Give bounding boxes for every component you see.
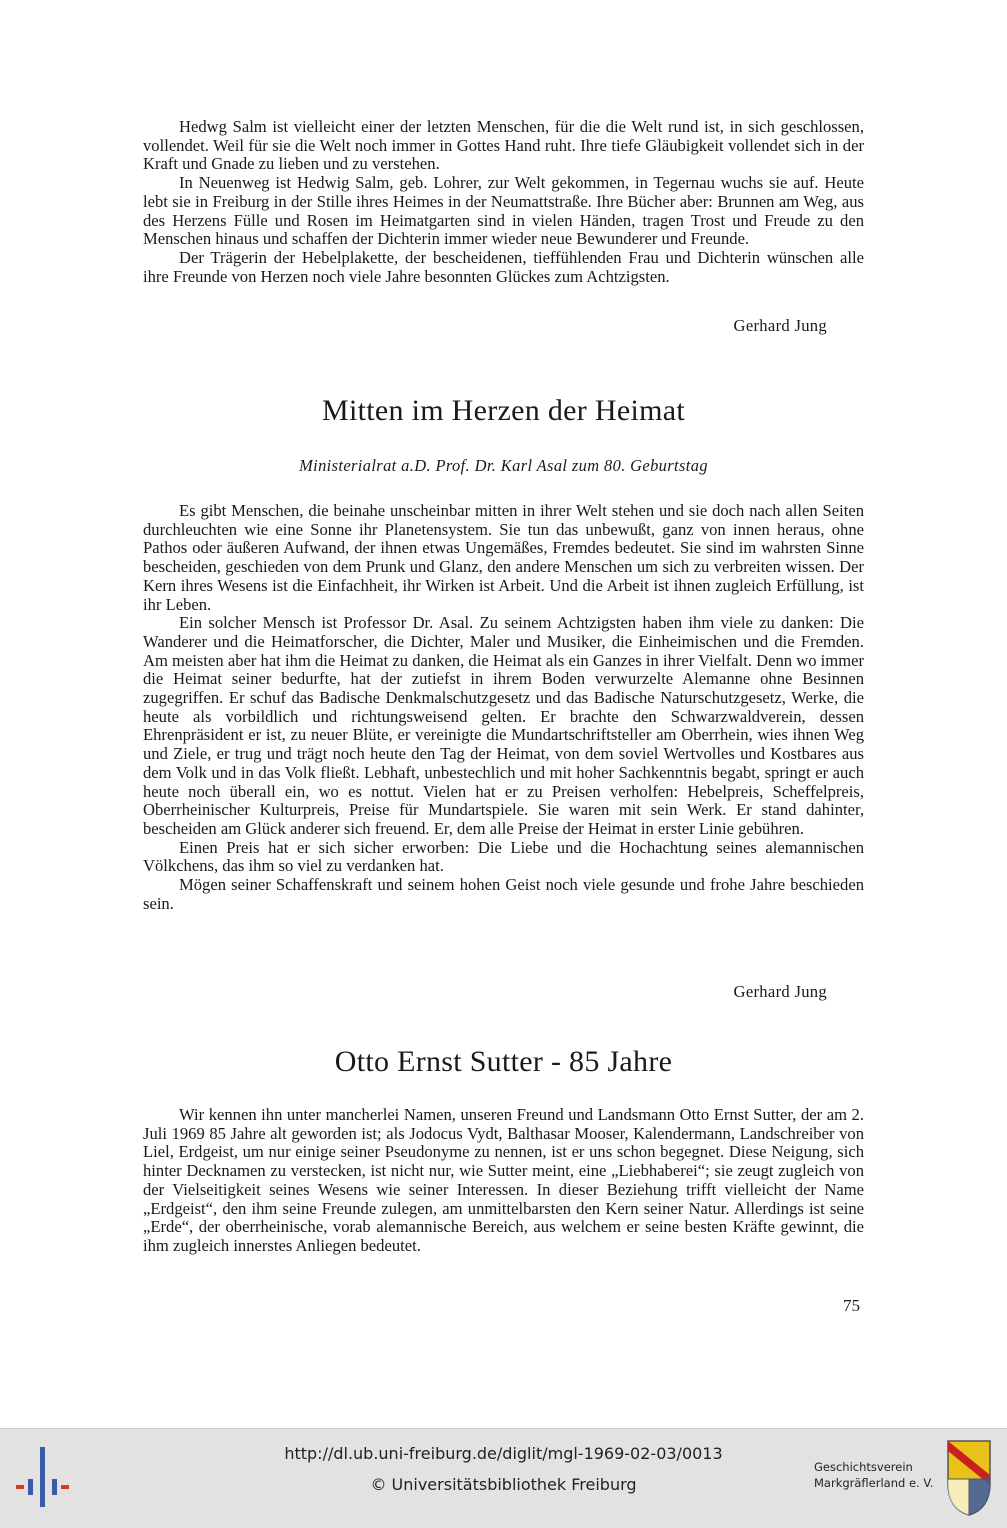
- article2-signature: Gerhard Jung: [733, 982, 827, 1001]
- org-name-line2: Markgräflerland e. V.: [814, 1476, 934, 1490]
- paragraph: Einen Preis hat er sich sicher erworben: Die Liebe und die Hochachtung seines alemannischen Völkchens, das ihm so viel zu verdanken hat.: [143, 837, 864, 876]
- page-number: 75: [843, 1296, 860, 1315]
- paragraph: Hedwg Salm ist vielleicht einer der letzten Menschen, für die die Welt rund ist, in sich geschlossen, vollendet. Weil für sie die Welt noch immer in Gottes Hand ruht. Ihre tiefe Gläubigkeit vollendet sich in der Kraft und Gnade zu lieben und zu verstehen.: [143, 117, 864, 174]
- paragraph: Mögen seiner Schaffenskraft und seinem hohen Geist noch viele gesunde und frohe Jahre beschieden sein.: [143, 875, 864, 913]
- paragraph: Es gibt Menschen, die beinahe unscheinbar mitten in ihrer Welt stehen und sie doch nach allen Seiten durchleuchten wie eine Sonne ihr Planetensystem. Sie tun das unbewußt, ganz von innen heraus, ohne Pathos oder äußeren Aufwand, der ihnen etwas Ungemäßes, Fremdes bedeutet. Sie sind im wahrsten Sinne bescheiden, geschieden von dem Prunk und Glanz, den andere Menschen um sich zu verbreiten wissen. Der Kern ihres Wesens ist die Einfachheit, ihr Wirken ist Arbeit. Und die Arbeit ist ihnen zugleich Erfüllung, ist ihr Leben.: [143, 501, 864, 614]
- article3-title: Otto Ernst Sutter - 85 Jahre: [334, 1045, 673, 1078]
- paragraph: Wir kennen ihn unter mancherlei Namen, unseren Freund und Landsmann Otto Ernst Sutter, der am 2. Juli 1969 85 Jahre alt geworden ist; als Jodocus Vydt, Balthasar Mooser, Kalendermann, Landschreiber von Liel, Erdgeist, um nur einige seiner Pseudonyme zu nennen, ist er uns schon begegnet. Diese Neigung, sich hinter Decknamen zu verstecken, ist nicht nur, wie Sutter meint, eine „Liebhaberei“; sie zeugt zugleich von der Vielseitigkeit seines Wesens wie seiner Interessen. In dieser Beziehung trifft vielleicht der Name „Erdgeist“, den ihm seine Freunde zulegen, am unmittelbarsten den Kern seiner Natur. Allerdings ist seine „Erde“, der oberrheinische, vorab alemannische Bereich, aus welchem er seine besten Kräfte gewinnt, die ihm zugleich innerstes Anliegen bedeutet.: [143, 1105, 864, 1255]
- article3-text: [143, 1106, 864, 1256]
- article2-text: [143, 502, 864, 913]
- article2-title: Mitten im Herzen der Heimat: [322, 394, 685, 427]
- footer-url[interactable]: http://dl.ub.uni-freiburg.de/diglit/mgl-1969-02-03/0013: [284, 1444, 723, 1463]
- org-name-line1: Geschichtsverein: [814, 1460, 913, 1474]
- paragraph: Der Trägerin der Hebelplakette, der bescheidenen, tieffühlenden Frau und Dichterin wünschen alle ihre Freunde von Herzen noch viele Jahre besonnten Glückes zum Achtzigsten.: [143, 247, 864, 286]
- footer-copyright: © Universitätsbibliothek Freiburg: [370, 1475, 637, 1494]
- org-name: [814, 1459, 944, 1491]
- article1-text: [143, 118, 864, 286]
- coat-of-arms-icon: [946, 1439, 992, 1517]
- article2-subtitle: Ministerialrat a.D. Prof. Dr. Karl Asal zum 80. Geburtstag: [299, 456, 708, 475]
- article1-signature: Gerhard Jung: [733, 316, 827, 335]
- paragraph: In Neuenweg ist Hedwig Salm, geb. Lohrer, zur Welt gekommen, in Tegernau wuchs sie auf. Heute lebt sie in Freiburg in der Stille ihres Heimes in der Neumattstraße. Ihre Bücher aber: Brunnen am Weg, aus des Herzens Fülle und Rosen im Heimatgarten sind in vielen Händen, tragen Trost und Freude zu den Menschen hinaus und schaffen der Dichterin immer wieder neue Bewunderer und Freunde.: [143, 173, 864, 249]
- paragraph: Ein solcher Mensch ist Professor Dr. Asal. Zu seinem Achtzigsten haben ihm viele zu danken: Die Wanderer und die Heimatforscher, die Dichter, Maler und Musiker, die Einheimischen und die Fremden. Am meisten aber hat ihm die Heimat zu danken, die Heimat als ein Ganzes in ihrer Vielfalt. Denn wo immer die Heimat seiner bedurfte, hat der zutiefst in ihrem Boden verwurzelte Alemanne ohne Besinnen zugegriffen. Er schuf das Badische Denkmalschutzgesetz und das Badische Naturschutzgesetz, Werke, die heute als vorbildlich und richtungsweisend gelten. Er brachte den Schwarzwaldverein, dessen Ehrenpräsident er ist, zu neuer Blüte, er vereinigte die Mundartschriftsteller am Oberrhein, wies ihnen Weg und Ziele, er trug und trägt noch heute den Tag der Heimat, von dem soviel Wertvolles und Kostbares aus dem Volk und in das Volk fließt. Lebhaft, unbestechlich und mit hoher Sachkenntnis begabt, springt er auch heute noch überall ein, wo es nottut. Vielen hat er zu Preisen verholfen: Hebelpreis, Scheffelpreis, Oberrheinischer Kulturpreis, Preise für Mundartspiele. Sie waren mit sein Werk. Er stand dahinter, bescheiden am Glück anderer sich freuend. Er, dem alle Preise der Heimat in erster Linie gebühren.: [143, 613, 864, 838]
- footer-bar: [0, 1428, 1007, 1528]
